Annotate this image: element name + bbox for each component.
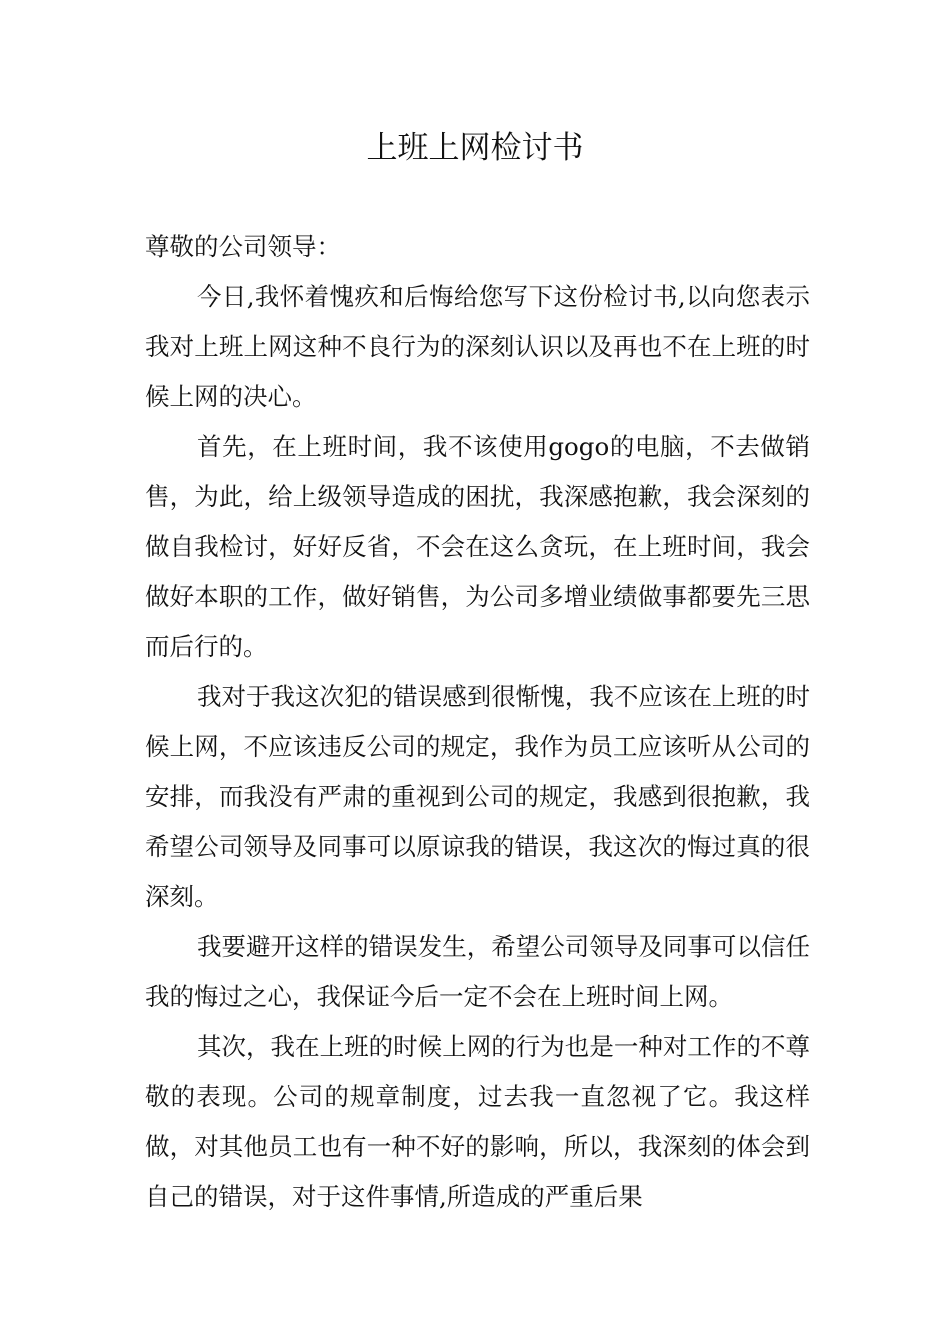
document-body xyxy=(145,222,810,1222)
paragraph-3: 我对于我这次犯的错误感到很惭愧，我不应该在上班的时候上网，不应该违反公司的规定，我作为员工应该听从公司的安排，而我没有严肃的重视到公司的规定，我感到很抱歉，我希望公司领导及同事可以原谅我的错误，我这次的悔过真的很深刻。 xyxy=(145,682,810,911)
paragraph-5: 其次，我在上班的时候上网的行为也是一种对工作的不尊敬的表现。公司的规章制度，过去我一直忽视了它。我这样做，对其他员工也有一种不好的影响，所以，我深刻的体会到自己的错误，对于这件事情,所造成的严重后果 xyxy=(145,1032,810,1211)
salutation: 尊敬的公司领导： xyxy=(145,232,341,261)
paragraph-2: 首先，在上班时间，我不该使用gogo的电脑，不去做销售，为此，给上级领导造成的困扰，我深感抱歉，我会深刻的做自我检讨，好好反省，不会在这么贪玩，在上班时间，我会做好本职的工作，做好销售，为公司多增业绩做事都要先三思而后行的。 xyxy=(145,432,810,661)
paragraph-4: 我要避开这样的错误发生，希望公司领导及同事可以信任我的悔过之心，我保证今后一定不会在上班时间上网。 xyxy=(145,932,810,1011)
paragraph-1: 今日,我怀着愧疚和后悔给您写下这份检讨书,以向您表示我对上班上网这种不良行为的深刻认识以及再也不在上班的时候上网的决心。 xyxy=(145,282,810,411)
document-title: 上班上网检讨书 xyxy=(366,130,584,166)
